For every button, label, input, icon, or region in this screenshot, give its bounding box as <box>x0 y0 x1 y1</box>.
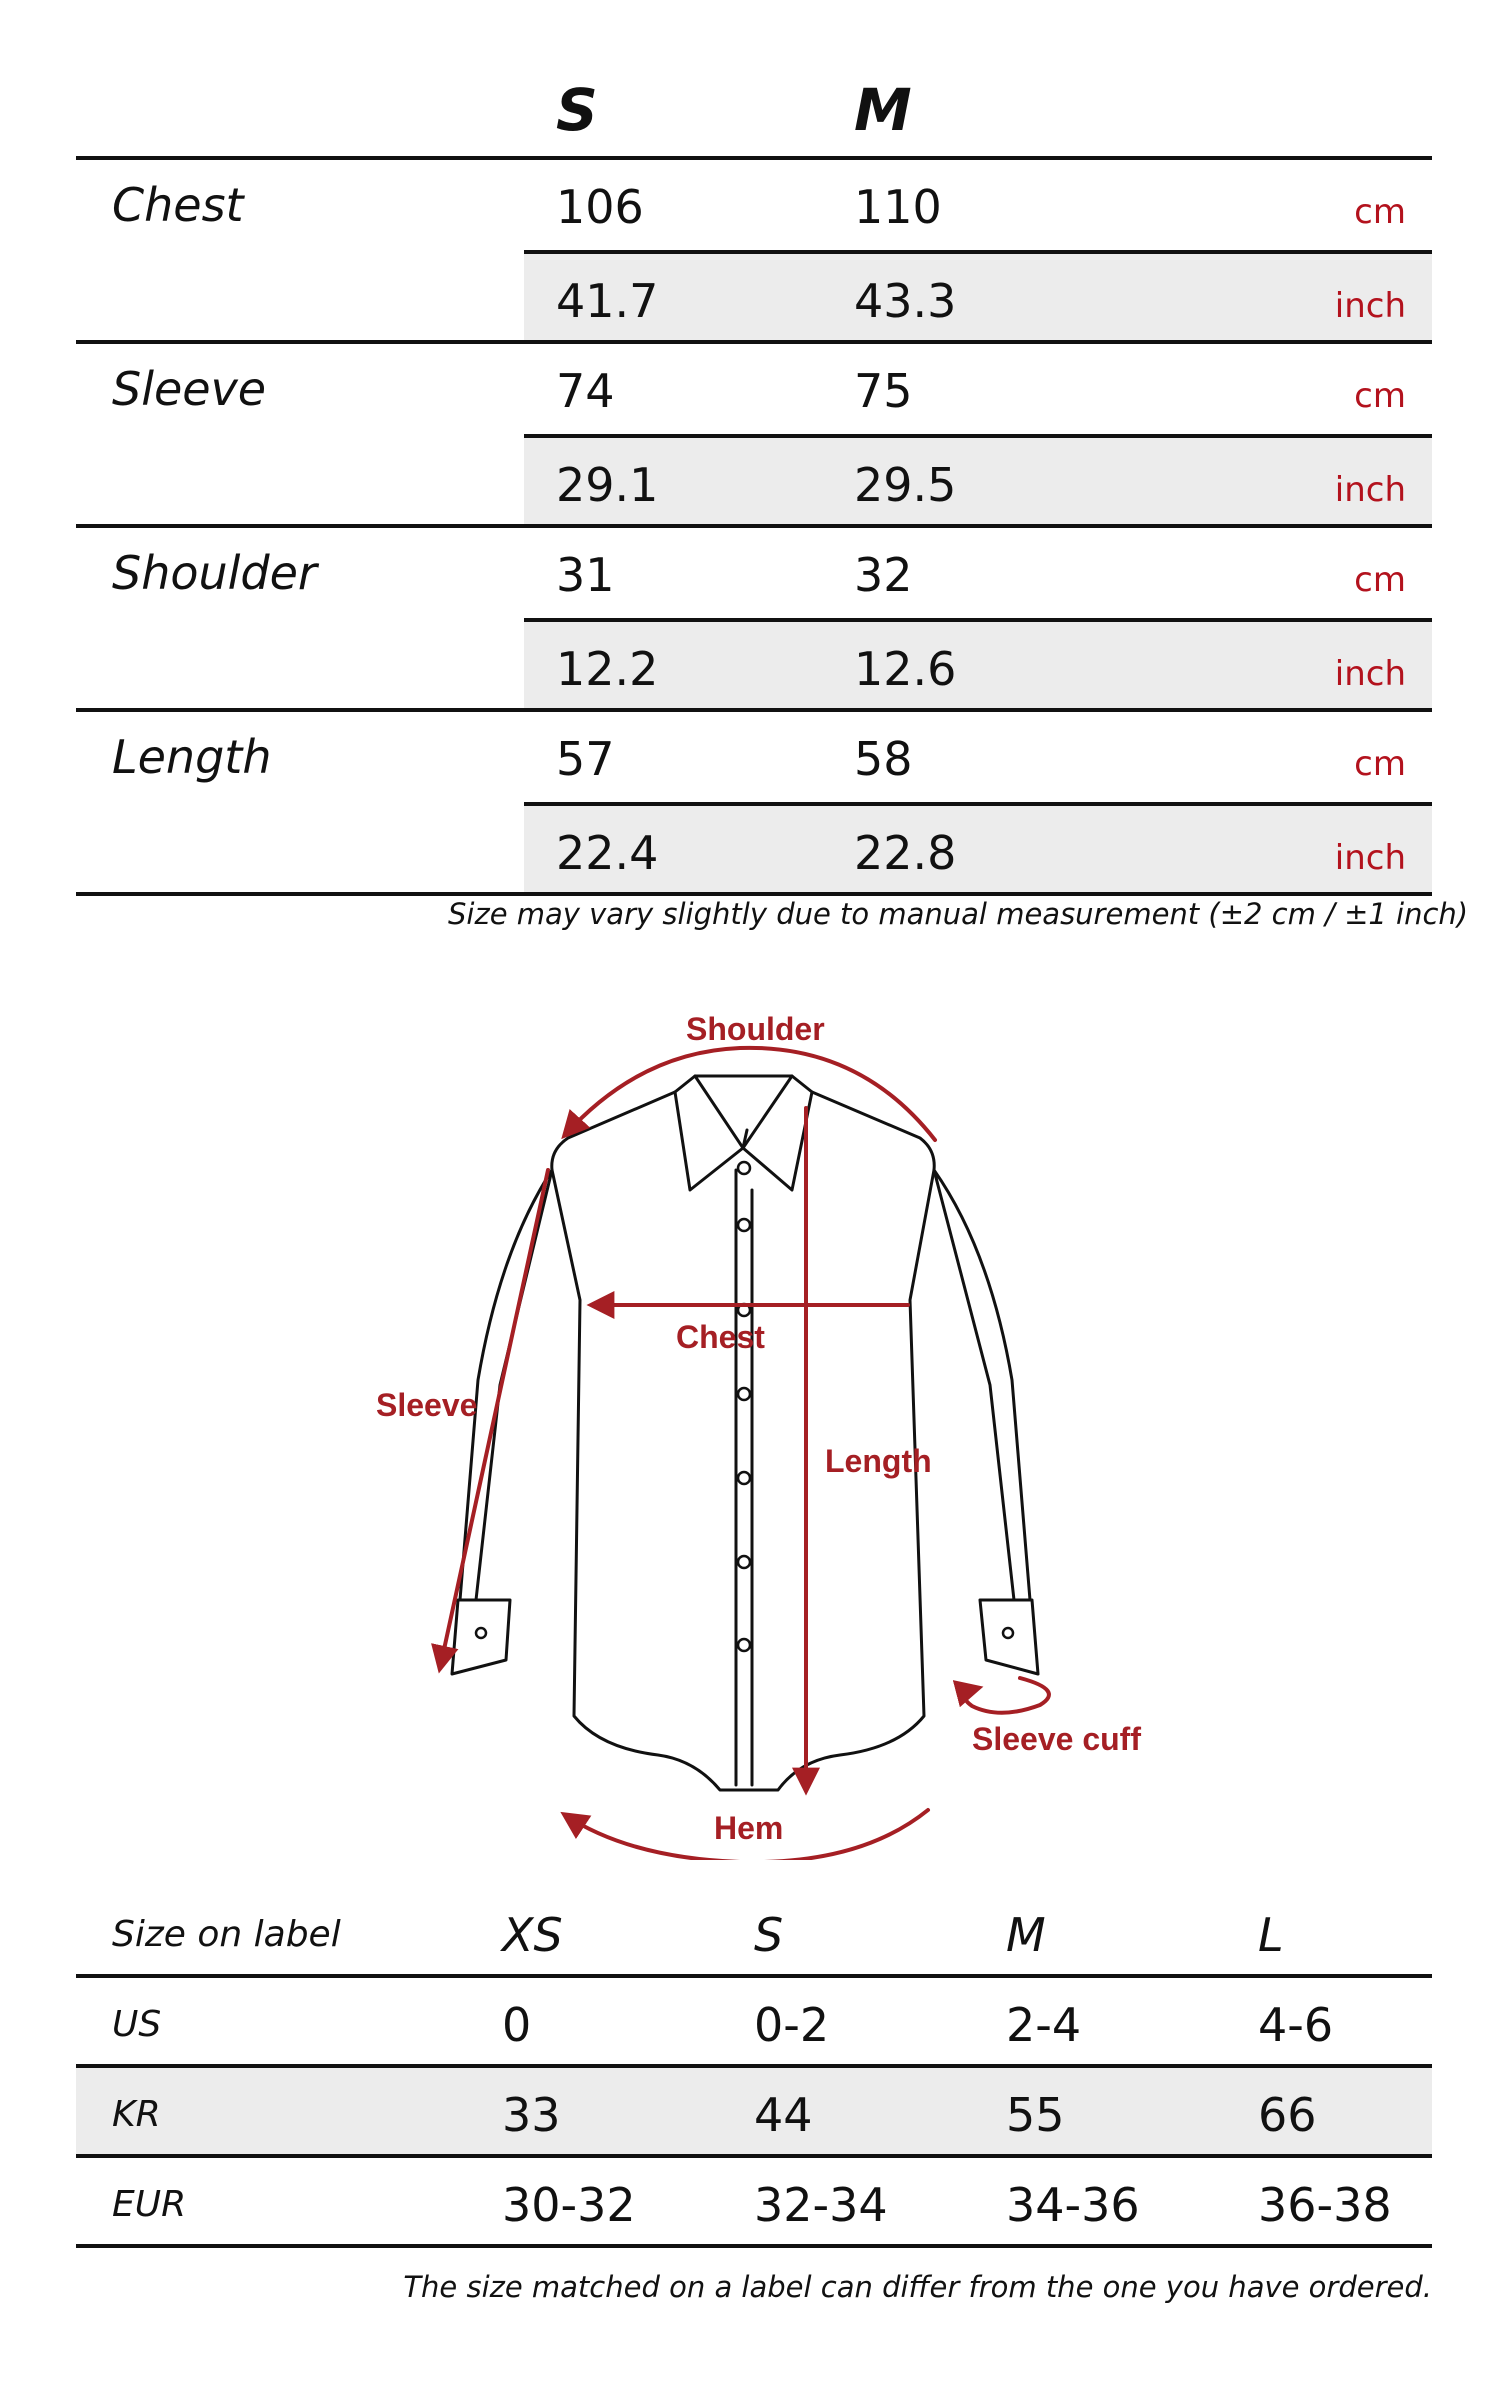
measurement-table-header <box>76 70 1432 160</box>
measurement-group-shoulder <box>76 528 1432 712</box>
conversion-row-us <box>76 1978 1432 2068</box>
size-header-m: M <box>854 76 912 144</box>
conversion-value: 36-38 <box>1258 2178 1392 2232</box>
conversion-note: The size matched on a label can differ from the one you have ordered. <box>403 2270 1432 2304</box>
measurement-row-inch <box>524 802 1432 892</box>
value-m-cm: 58 <box>854 732 913 786</box>
shirt-buttons <box>476 1162 1013 1651</box>
measurement-row-inch <box>524 434 1432 524</box>
shirt-measurement-diagram <box>300 1000 1200 1860</box>
size-header-s: S <box>754 1908 784 1962</box>
value-s-inch: 22.4 <box>556 826 659 880</box>
region-label: KR <box>112 2094 161 2135</box>
size-header-xs: XS <box>502 1908 563 1962</box>
measurement-group-sleeve <box>76 344 1432 528</box>
diagram-label-sleeve-cuff: Sleeve cuff <box>972 1721 1141 1757</box>
unit-cm: cm <box>1354 376 1406 416</box>
measurement-row-cm <box>76 160 1432 250</box>
measurement-label: Length <box>112 730 272 784</box>
value-m-inch: 22.8 <box>854 826 957 880</box>
measurement-group-length <box>76 712 1432 896</box>
measurement-label: Sleeve <box>112 362 267 416</box>
conversion-value: 34-36 <box>1006 2178 1140 2232</box>
conversion-row-kr <box>76 2068 1432 2158</box>
measurement-row-inch <box>524 618 1432 708</box>
shirt-outline <box>452 1076 1038 1790</box>
value-s-cm: 106 <box>556 180 644 234</box>
unit-inch: inch <box>1334 654 1406 694</box>
value-s-cm: 57 <box>556 732 615 786</box>
conversion-value: 44 <box>754 2088 813 2142</box>
unit-inch: inch <box>1334 838 1406 878</box>
measurement-row-cm <box>76 712 1432 802</box>
value-s-inch: 12.2 <box>556 642 659 696</box>
conversion-value: 32-34 <box>754 2178 888 2232</box>
value-m-inch: 12.6 <box>854 642 957 696</box>
conversion-row-eur <box>76 2158 1432 2248</box>
value-m-cm: 110 <box>854 180 942 234</box>
unit-inch: inch <box>1334 286 1406 326</box>
value-s-cm: 31 <box>556 548 615 602</box>
unit-cm: cm <box>1354 744 1406 784</box>
conversion-value: 33 <box>502 2088 561 2142</box>
value-m-cm: 75 <box>854 364 913 418</box>
unit-cm: cm <box>1354 192 1406 232</box>
conversion-value: 0 <box>502 1998 532 2052</box>
conversion-value: 55 <box>1006 2088 1065 2142</box>
diagram-label-length: Length <box>825 1443 932 1479</box>
measurement-group-chest <box>76 160 1432 344</box>
value-m-inch: 29.5 <box>854 458 957 512</box>
unit-inch: inch <box>1334 470 1406 510</box>
region-label: US <box>112 2004 162 2045</box>
conversion-header-row <box>76 1888 1432 1978</box>
diagram-label-hem: Hem <box>714 1810 784 1846</box>
size-on-label-heading: Size on label <box>112 1914 341 1955</box>
value-m-inch: 43.3 <box>854 274 957 328</box>
size-header-m: M <box>1006 1908 1046 1962</box>
measurement-row-cm <box>76 344 1432 434</box>
measurement-row-inch <box>524 250 1432 340</box>
conversion-value: 4-6 <box>1258 1998 1334 2052</box>
size-conversion-table <box>76 1888 1432 2248</box>
unit-cm: cm <box>1354 560 1406 600</box>
conversion-value: 0-2 <box>754 1998 830 2052</box>
region-label: EUR <box>112 2184 187 2225</box>
size-header-s: S <box>556 76 598 144</box>
measurement-row-cm <box>76 528 1432 618</box>
sleeve-cuff-arrow <box>965 1678 1049 1713</box>
size-header-l: L <box>1258 1908 1284 1962</box>
measurement-label: Shoulder <box>112 546 317 600</box>
diagram-label-shoulder: Shoulder <box>686 1011 825 1047</box>
value-s-inch: 41.7 <box>556 274 659 328</box>
shoulder-arrow <box>565 1048 935 1140</box>
value-m-cm: 32 <box>854 548 913 602</box>
conversion-value: 66 <box>1258 2088 1317 2142</box>
diagram-label-sleeve: Sleeve <box>376 1387 478 1423</box>
measurement-note: Size may vary slightly due to manual measurement (±2 cm / ±1 inch) <box>448 897 1469 931</box>
conversion-value: 2-4 <box>1006 1998 1082 2052</box>
conversion-value: 30-32 <box>502 2178 636 2232</box>
value-s-inch: 29.1 <box>556 458 659 512</box>
diagram-label-chest: Chest <box>676 1319 765 1355</box>
value-s-cm: 74 <box>556 364 615 418</box>
measurement-label: Chest <box>112 178 244 232</box>
shirt-diagram-svg <box>300 1000 1200 1860</box>
measurement-table <box>76 70 1432 896</box>
